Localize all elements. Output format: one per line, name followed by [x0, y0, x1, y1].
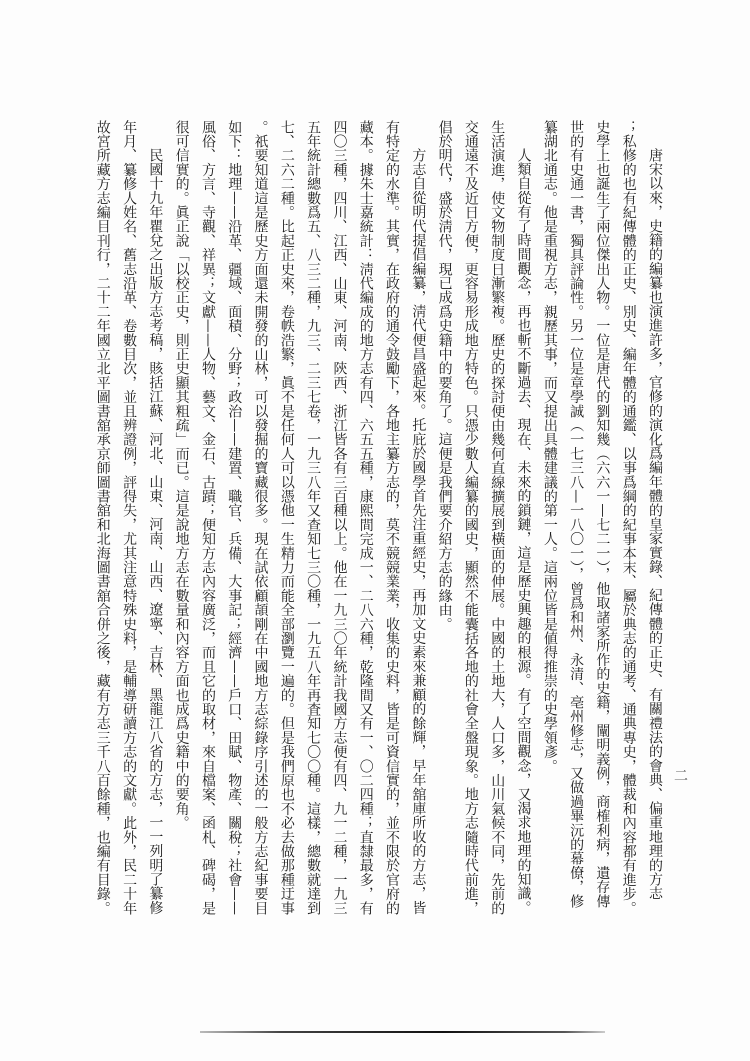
text-column: 藏本。據朱士嘉統計：淸代編成的地方志有四、六五五種，康熙間完成一、二八六種，乾隆間又有一、〇二四種；直隸最多，有 [357, 120, 374, 916]
text-column: 五年統計總數爲五、八三二種，九三、二三七卷，一九三八年又查知七三〇種，一九五八年再査知七〇〇種。這樣，總數就達到 [305, 120, 322, 916]
text-column: 民國十九年瞿兌之出版方志考稿，賅括江蘇、河北、山東、河南、山西、遼寧、吉林、黑龍江八省的方志，一一列明了纂修 [147, 148, 164, 915]
scan-artifact-line [200, 1031, 605, 1033]
vertical-text-body [78, 120, 668, 940]
text-column: 生活演進，使文物制度日漸繁複。歷史的探討便由幾何直線擴展到橫面的伸展。中國的土地大，人口多，山川氣候不同，先前的 [489, 120, 506, 916]
text-column: 七、二六二種。比起正史來，卷帙浩繁，眞不是任何人可以憑他一生精力而能全部瀏覽一遍的。但是我們原也不必去做那種迂事 [278, 120, 295, 916]
text-column: 倡於明代，盛於淸代，現已成爲史籍中的要角了。這便是我們要介紹方志的緣由。 [436, 120, 453, 632]
text-column: 交通遠不及近日方便，更容易形成地方特色。只憑少數人編纂的國史，顯然不能囊括各地的社會全盤現象。地方志隨時代前進， [462, 120, 479, 916]
text-column: ；私修的也有紀傳體的正史、別史、編年體的通鑑、以事爲綱的紀事本末、屬於典志的通考、通典專史，體裁和內容都有進步。 [620, 120, 637, 916]
text-column: 世的有史通一書，獨具評論性。另一位是章學誠（一七三八—一八〇一），曾爲和州、永清、亳州修志，又做過畢沅的幕僚，修 [568, 120, 585, 909]
page-number: 二 [672, 768, 688, 782]
text-column: 風俗、方言、寺觀、祥異；文獻——人物、藝文、金石、古蹟；便知方志內容廣泛，而且它的取材，來自檔案、函札、碑碣，是 [199, 120, 216, 916]
text-column: 如下：地理——沿革、疆域、面積、分野；政治——建置、職官、兵備、大事記；經濟——戶口、田賦、物產、關稅；社會—— [226, 120, 243, 916]
text-column: 人類自從有了時間觀念，再也斬不斷過去、現在、未來的鎖鏈，這是歷史興趣的根源。有了空間觀念，又渴求地理的知識。 [515, 148, 532, 915]
text-column: 史學上也誕生了兩位傑出人物。一位是唐代的劉知幾（六六一—七二一），他取諸家所作的史籍，闡明義例，商榷利病，遺存傳 [594, 120, 611, 909]
text-column: 四〇三種，四川、江西、山東、河南、陝西、浙江皆各有三百種以上。他在一九三〇年統計我國方志便有四、九一二種，一九三 [331, 120, 348, 916]
text-column: 纂湖北通志。他是重視方志，親歷其事，而又提出具體建議的第一人。這兩位皆是値得推崇的史學領彥。 [541, 120, 558, 774]
text-column: 很可信實的。眞正說「以校正史，則正史顯其粗疏」而已。這是說地方志在數量和內容方面也成爲史籍中的要角。 [173, 120, 190, 830]
text-column: 有特定的水準。其實，在政府的通令鼓勵下，各地主纂方志的，莫不競競業業，收集的史料，皆是可資信實的，並不限於官府的 [384, 120, 401, 916]
text-column: 故宮所藏方志編目刊行，二十二年國立北平圖書舘承京師圖書舘和北海圖書舘合併之後，藏有方志三千八百餘種，也編有目錄。 [94, 120, 111, 916]
text-column: 方志自從明代提倡編纂，淸代便昌盛起來。托庇於國學首先注重經史，再加文史素來兼顧的餘輝，早年舘庫所收的方志，皆 [410, 148, 427, 915]
text-column: 年月、纂修人姓名、舊志沿革、卷數目次，並且辨證例，評得失，尤其注意特殊史料，是輔導研讀方志的文獻。此外，民二十年 [121, 120, 138, 916]
text-column: 。祇要知道這是歷史方面還未開發的山林，可以發掘的寶藏很多。現在試依顧頡剛在中國地方志綜錄序引述的一般方志紀事要目 [252, 120, 269, 916]
text-column: 唐宋以來，史籍的編纂也演進許多，官修的演化爲編年體的皇家實錄、紀傳體的正史、有關禮法的會典、偏重地理的方志 [647, 148, 663, 901]
